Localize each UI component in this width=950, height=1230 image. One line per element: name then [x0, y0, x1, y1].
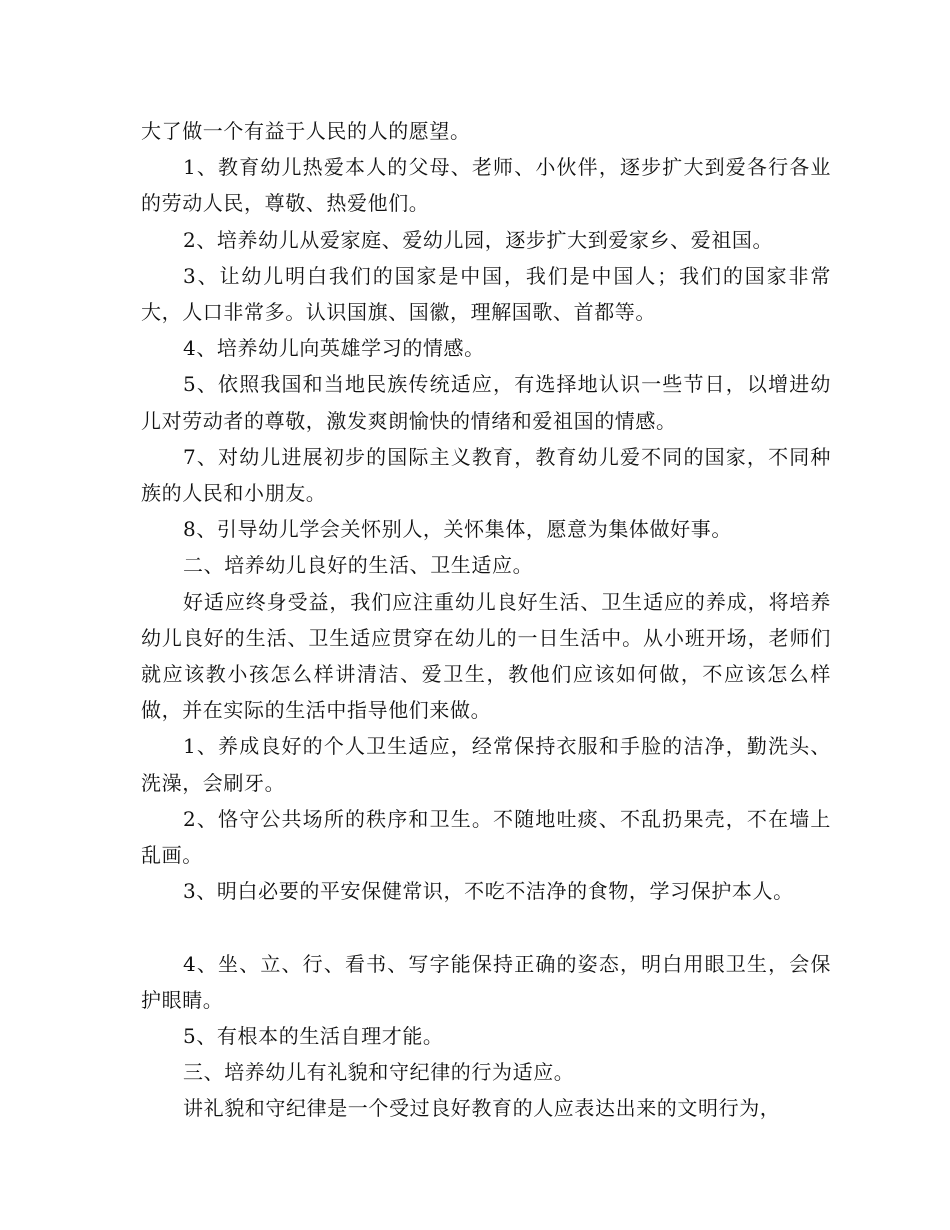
paragraph-hygiene-intro: 好适应终身受益，我们应注重幼儿良好生活、卫生适应的养成，将培养幼儿良好的生活、卫生适应贯穿在幼儿的一日生活中。从小班开场，老师们就应该教小孩怎么样讲清洁、爱卫生，教他们应该如何做，不应该怎么样做，并在实际的生活中指导他们来做。 [141, 589, 831, 723]
blank-line [141, 909, 831, 945]
paragraph-hygiene-item-1: 1、养成良好的个人卫生适应，经常保持衣服和手脸的洁净，勤洗头、洗澡，会刷牙。 [141, 734, 831, 795]
paragraph-hygiene-item-4: 4、坐、立、行、看书、写字能保持正确的姿态，明白用眼卫生，会保护眼睛。 [141, 951, 831, 1012]
paragraph-hygiene-item-3: 3、明白必要的平安保健常识，不吃不洁净的食物，学习保护本人。 [183, 879, 794, 904]
paragraph-item-7-internationalism: 7、对幼儿进展初步的国际主义教育，教育幼儿爱不同的国家，不同种族的人民和小朋友。 [141, 444, 831, 506]
document-body [141, 113, 831, 1127]
paragraph-item-2-love-country: 2、培养幼儿从爱家庭、爱幼儿园，逐步扩大到爱家乡、爱祖国。 [183, 227, 774, 252]
paragraph-item-3-know-china: 3、让幼儿明白我们的国家是中国，我们是中国人；我们的国家非常大，人口非常多。认识国旗、国徽，理解国歌、首都等。 [141, 263, 831, 325]
paragraph-manners-intro: 讲礼貌和守纪律是一个受过良好教育的人应表达出来的文明行为， [183, 1096, 781, 1121]
paragraph-item-4-heroes: 4、培养幼儿向英雄学习的情感。 [183, 336, 485, 361]
section-heading-2-hygiene: 二、培养幼儿良好的生活、卫生适应。 [183, 553, 534, 578]
paragraph-item-1-love-people: 1、教育幼儿热爱本人的父母、老师、小伙伴，逐步扩大到爱各行各业的劳动人民，尊敬、热爱他们。 [141, 155, 831, 216]
paragraph-hygiene-item-2: 2、恪守公共场所的秩序和卫生。不随地吐痰、不乱扔果壳，不在墙上乱画。 [141, 806, 831, 868]
paragraph-intro-continuation: 大了做一个有益于人民的人的愿望。 [141, 119, 471, 143]
paragraph-item-8-care-others: 8、引导幼儿学会关怀别人，关怀集体，愿意为集体做好事。 [183, 517, 732, 542]
paragraph-hygiene-item-5: 5、有根本的生活自理才能。 [183, 1024, 444, 1049]
section-heading-3-manners: 三、培养幼儿有礼貌和守纪律的行为适应。 [183, 1060, 575, 1085]
paragraph-item-5-festivals: 5、依照我国和当地民族传统适应，有选择地认识一些节日，以增进幼儿对劳动者的尊敬，激发爽朗愉快的情绪和爱祖国的情感。 [141, 372, 831, 433]
